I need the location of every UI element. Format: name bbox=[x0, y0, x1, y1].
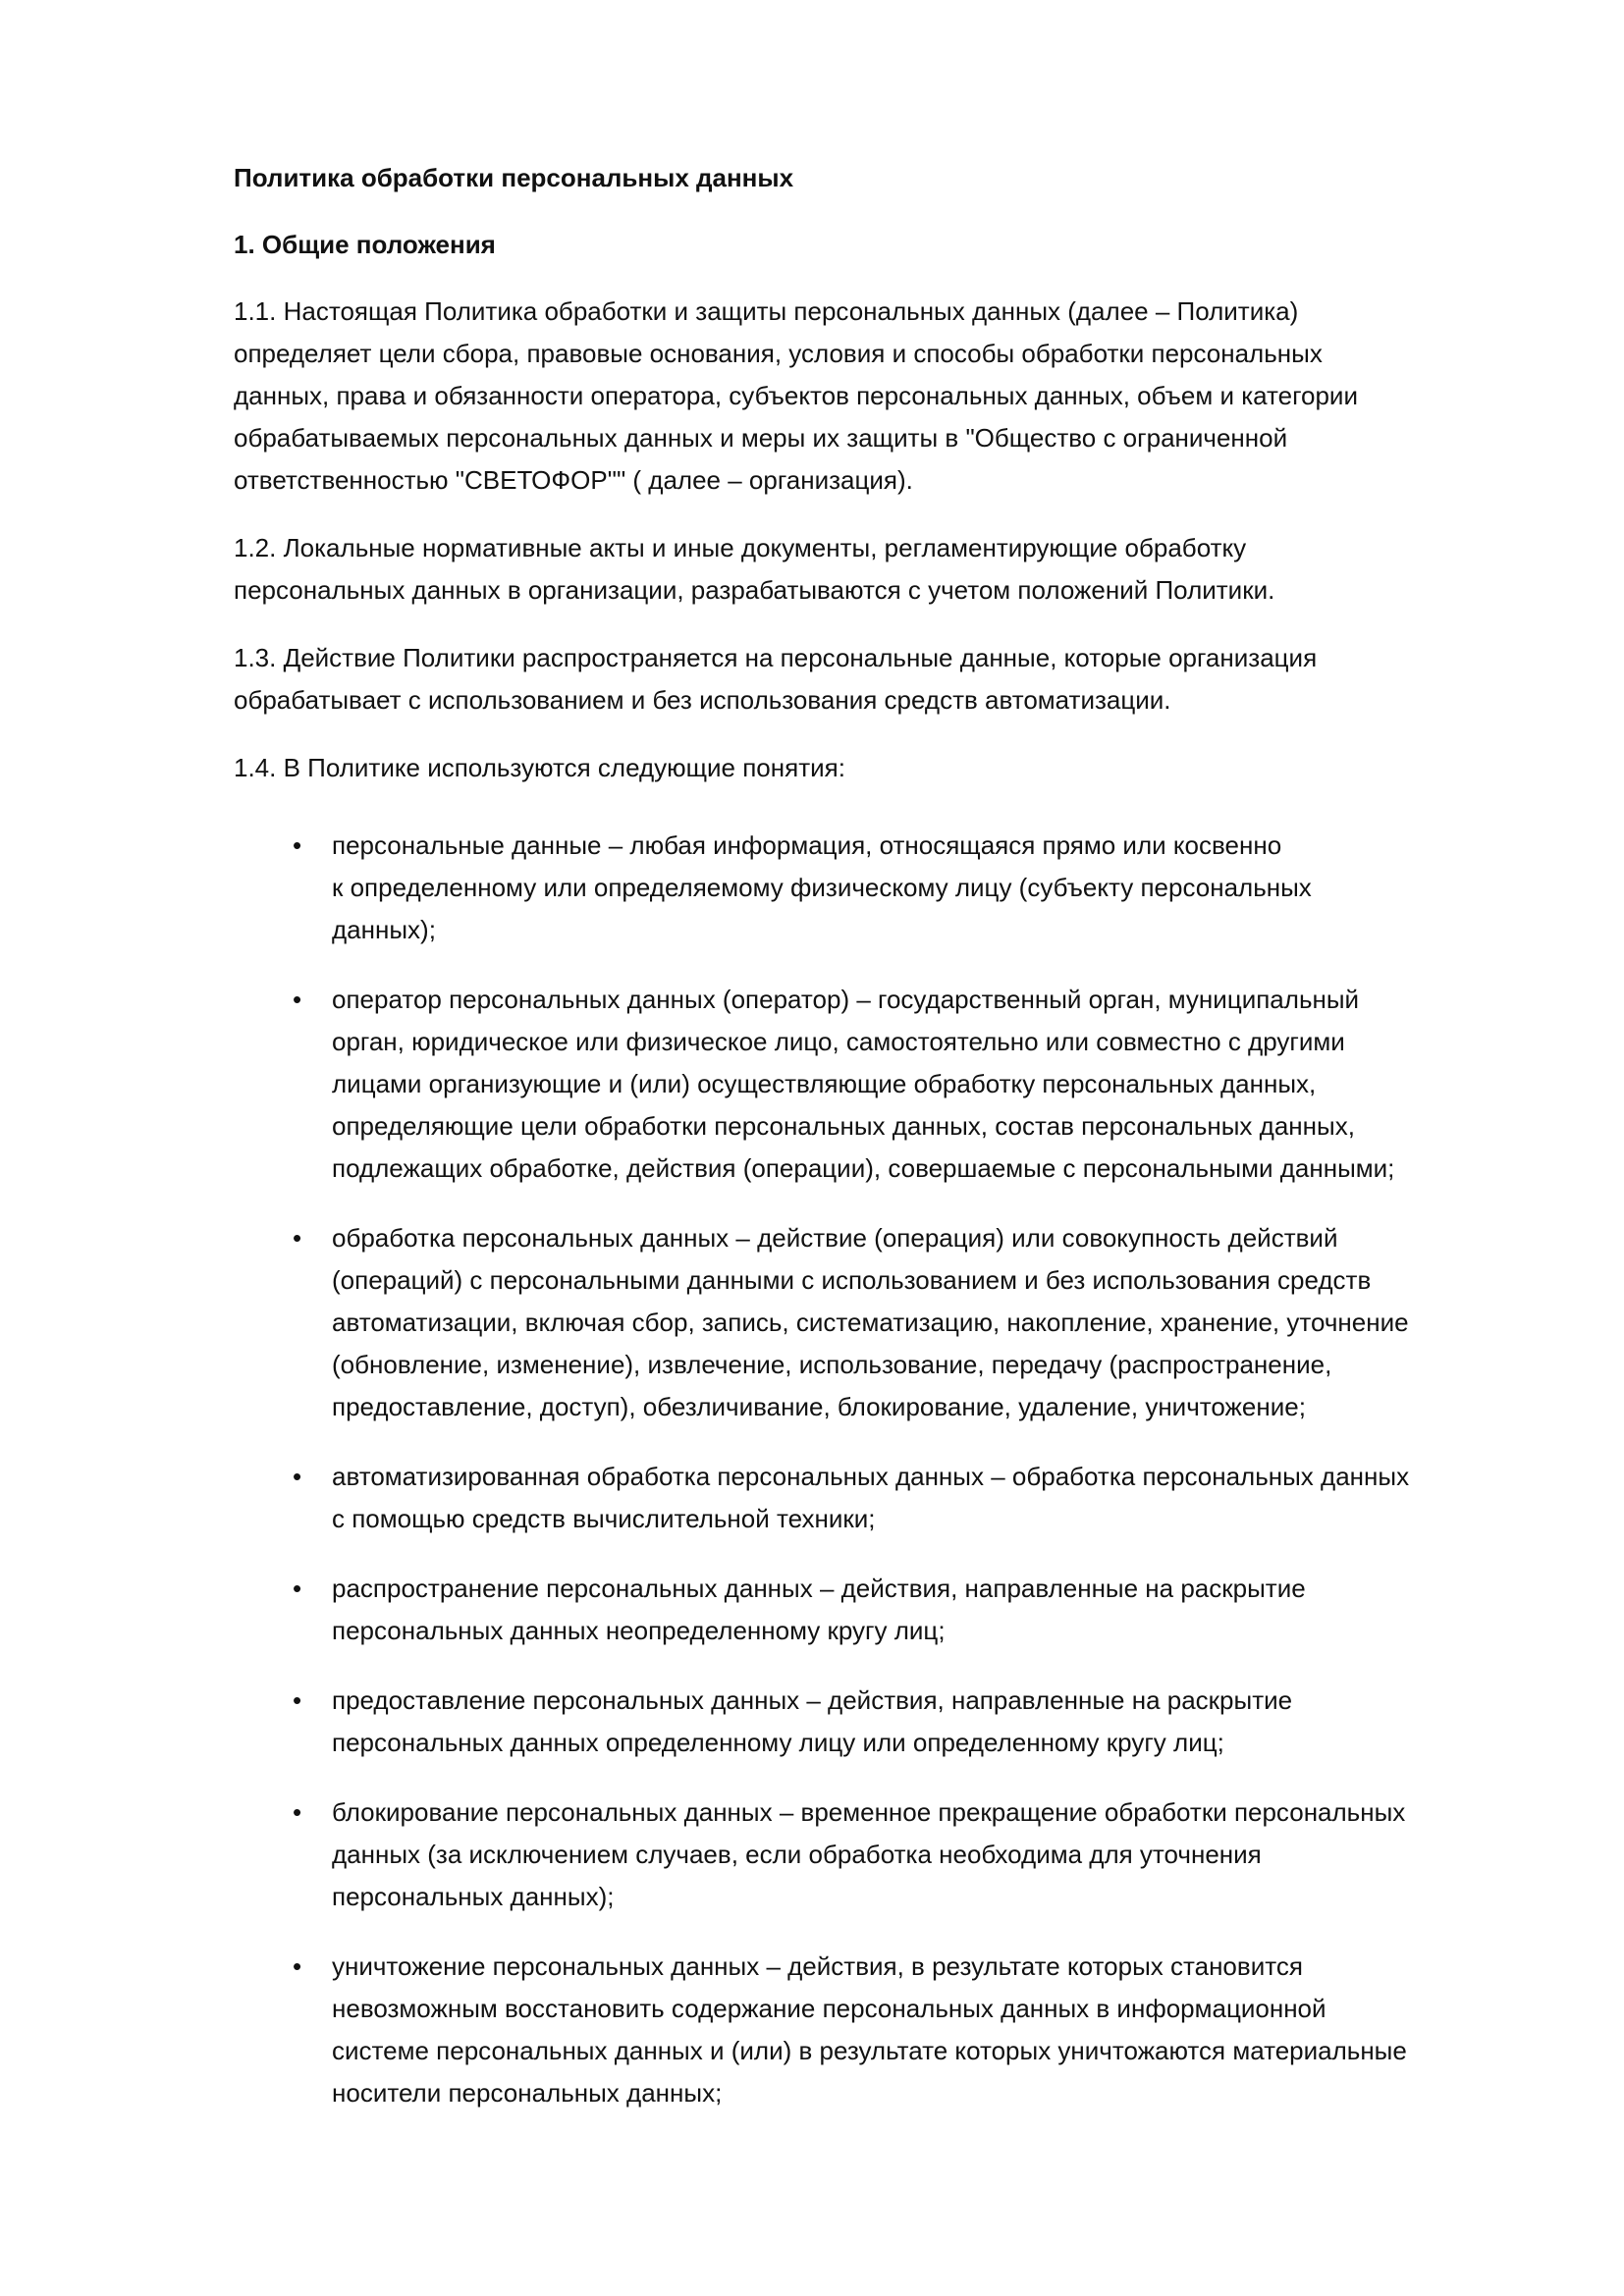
definition-line: автоматизации, включая сбор, запись, систематизацию, накопление, хранение, уточнение bbox=[332, 1308, 1409, 1337]
definition-line: орган, юридическое или физическое лицо, самостоятельно или совместно с другими bbox=[332, 1027, 1345, 1056]
definition-line: предоставление персональных данных – действия, направленные на раскрытие bbox=[332, 1685, 1293, 1715]
document-title: Политика обработки персональных данных bbox=[234, 163, 794, 192]
definition-line: подлежащих обработке, действия (операции), совершаемые с персональными данными; bbox=[332, 1153, 1395, 1183]
definition-item bbox=[234, 1217, 1510, 1428]
bullet-icon: • bbox=[293, 830, 302, 860]
bullet-icon: • bbox=[293, 1685, 302, 1715]
section-heading: 1. Общие положения bbox=[234, 230, 496, 259]
bullet-icon: • bbox=[293, 1574, 302, 1603]
bullet-icon: • bbox=[293, 1462, 302, 1491]
bullet-icon: • bbox=[293, 1797, 302, 1827]
definition-line: с помощью средств вычислительной техники; bbox=[332, 1504, 876, 1533]
paragraph bbox=[234, 527, 1451, 612]
definition-line: оператор персональных данных (оператор) – государственный орган, муниципальный bbox=[332, 985, 1360, 1014]
paragraph-line: определяет цели сбора, правовые основания, условия и способы обработки персональных bbox=[234, 339, 1323, 368]
paragraph-line: данных, права и обязанности оператора, субъектов персональных данных, объем и категории bbox=[234, 381, 1358, 410]
bullet-icon: • bbox=[293, 1223, 302, 1253]
definition-line: персональных данных); bbox=[332, 1882, 615, 1911]
definition-line: блокирование персональных данных – временное прекращение обработки персональных bbox=[332, 1797, 1406, 1827]
paragraph-line: 1.4. В Политике используются следующие понятия: bbox=[234, 753, 845, 782]
paragraph-line: 1.1. Настоящая Политика обработки и защиты персональных данных (далее – Политика) bbox=[234, 296, 1299, 326]
definition-line: распространение персональных данных – действия, направленные на раскрытие bbox=[332, 1574, 1306, 1603]
definition-line: данных); bbox=[332, 915, 436, 944]
paragraph-line: персональных данных в организации, разрабатываются с учетом положений Политики. bbox=[234, 575, 1275, 605]
definition-item bbox=[234, 1456, 1510, 1540]
definition-line: уничтожение персональных данных – действия, в результате которых становится bbox=[332, 1951, 1303, 1981]
definition-line: автоматизированная обработка персональных данных – обработка персональных данных bbox=[332, 1462, 1410, 1491]
paragraph-line: ответственностью "СВЕТОФОР"" ( далее – организация). bbox=[234, 465, 913, 495]
paragraph-line: обрабатывает с использованием и без использования средств автоматизации. bbox=[234, 685, 1171, 715]
definition-item bbox=[234, 1680, 1510, 1764]
document-body bbox=[234, 147, 1510, 2142]
paragraph-line: 1.3. Действие Политики распространяется на персональные данные, которые организация bbox=[234, 643, 1318, 672]
definition-item bbox=[234, 1946, 1510, 2114]
definition-line: невозможным восстановить содержание персональных данных в информационной bbox=[332, 1994, 1326, 2023]
definition-line: носители персональных данных; bbox=[332, 2078, 723, 2108]
bullet-icon: • bbox=[293, 985, 302, 1014]
definition-line: персональных данных определенному лицу или определенному кругу лиц; bbox=[332, 1728, 1224, 1757]
definition-line: обработка персональных данных – действие (операция) или совокупность действий bbox=[332, 1223, 1338, 1253]
definition-line: (обновление, изменение), извлечение, использование, передачу (распространение, bbox=[332, 1350, 1332, 1379]
definition-line: системе персональных данных и (или) в результате которых уничтожаются материальные bbox=[332, 2036, 1407, 2065]
paragraph-line: 1.2. Локальные нормативные акты и иные документы, регламентирующие обработку bbox=[234, 533, 1247, 562]
definition-line: персональные данные – любая информация, относящаяся прямо или косвенно bbox=[332, 830, 1282, 860]
paragraph bbox=[234, 637, 1451, 721]
definition-item bbox=[234, 1791, 1510, 1918]
definition-line: (операций) с персональными данными с использованием и без использования средств bbox=[332, 1265, 1372, 1295]
bullet-icon: • bbox=[293, 1951, 302, 1981]
definition-item bbox=[234, 1568, 1510, 1652]
definition-line: к определенному или определяемому физическому лицу (субъекту персональных bbox=[332, 873, 1312, 902]
definition-line: персональных данных неопределенному кругу лиц; bbox=[332, 1616, 946, 1645]
paragraph bbox=[234, 747, 1451, 789]
definition-item bbox=[234, 825, 1510, 951]
definitions-list bbox=[234, 825, 1510, 2114]
paragraph-line: обрабатываемых персональных данных и меры их защиты в "Общество с ограниченной bbox=[234, 423, 1288, 453]
definition-line: данных (за исключением случаев, если обработка необходима для уточнения bbox=[332, 1840, 1262, 1869]
definition-line: предоставление, доступ), обезличивание, блокирование, удаление, уничтожение; bbox=[332, 1392, 1306, 1421]
definition-line: определяющие цели обработки персональных данных, состав персональных данных, bbox=[332, 1111, 1355, 1141]
definition-line: лицами организующие и (или) осуществляющие обработку персональных данных, bbox=[332, 1069, 1317, 1098]
paragraphs bbox=[234, 291, 1510, 789]
definition-item bbox=[234, 979, 1510, 1190]
paragraph bbox=[234, 291, 1451, 502]
